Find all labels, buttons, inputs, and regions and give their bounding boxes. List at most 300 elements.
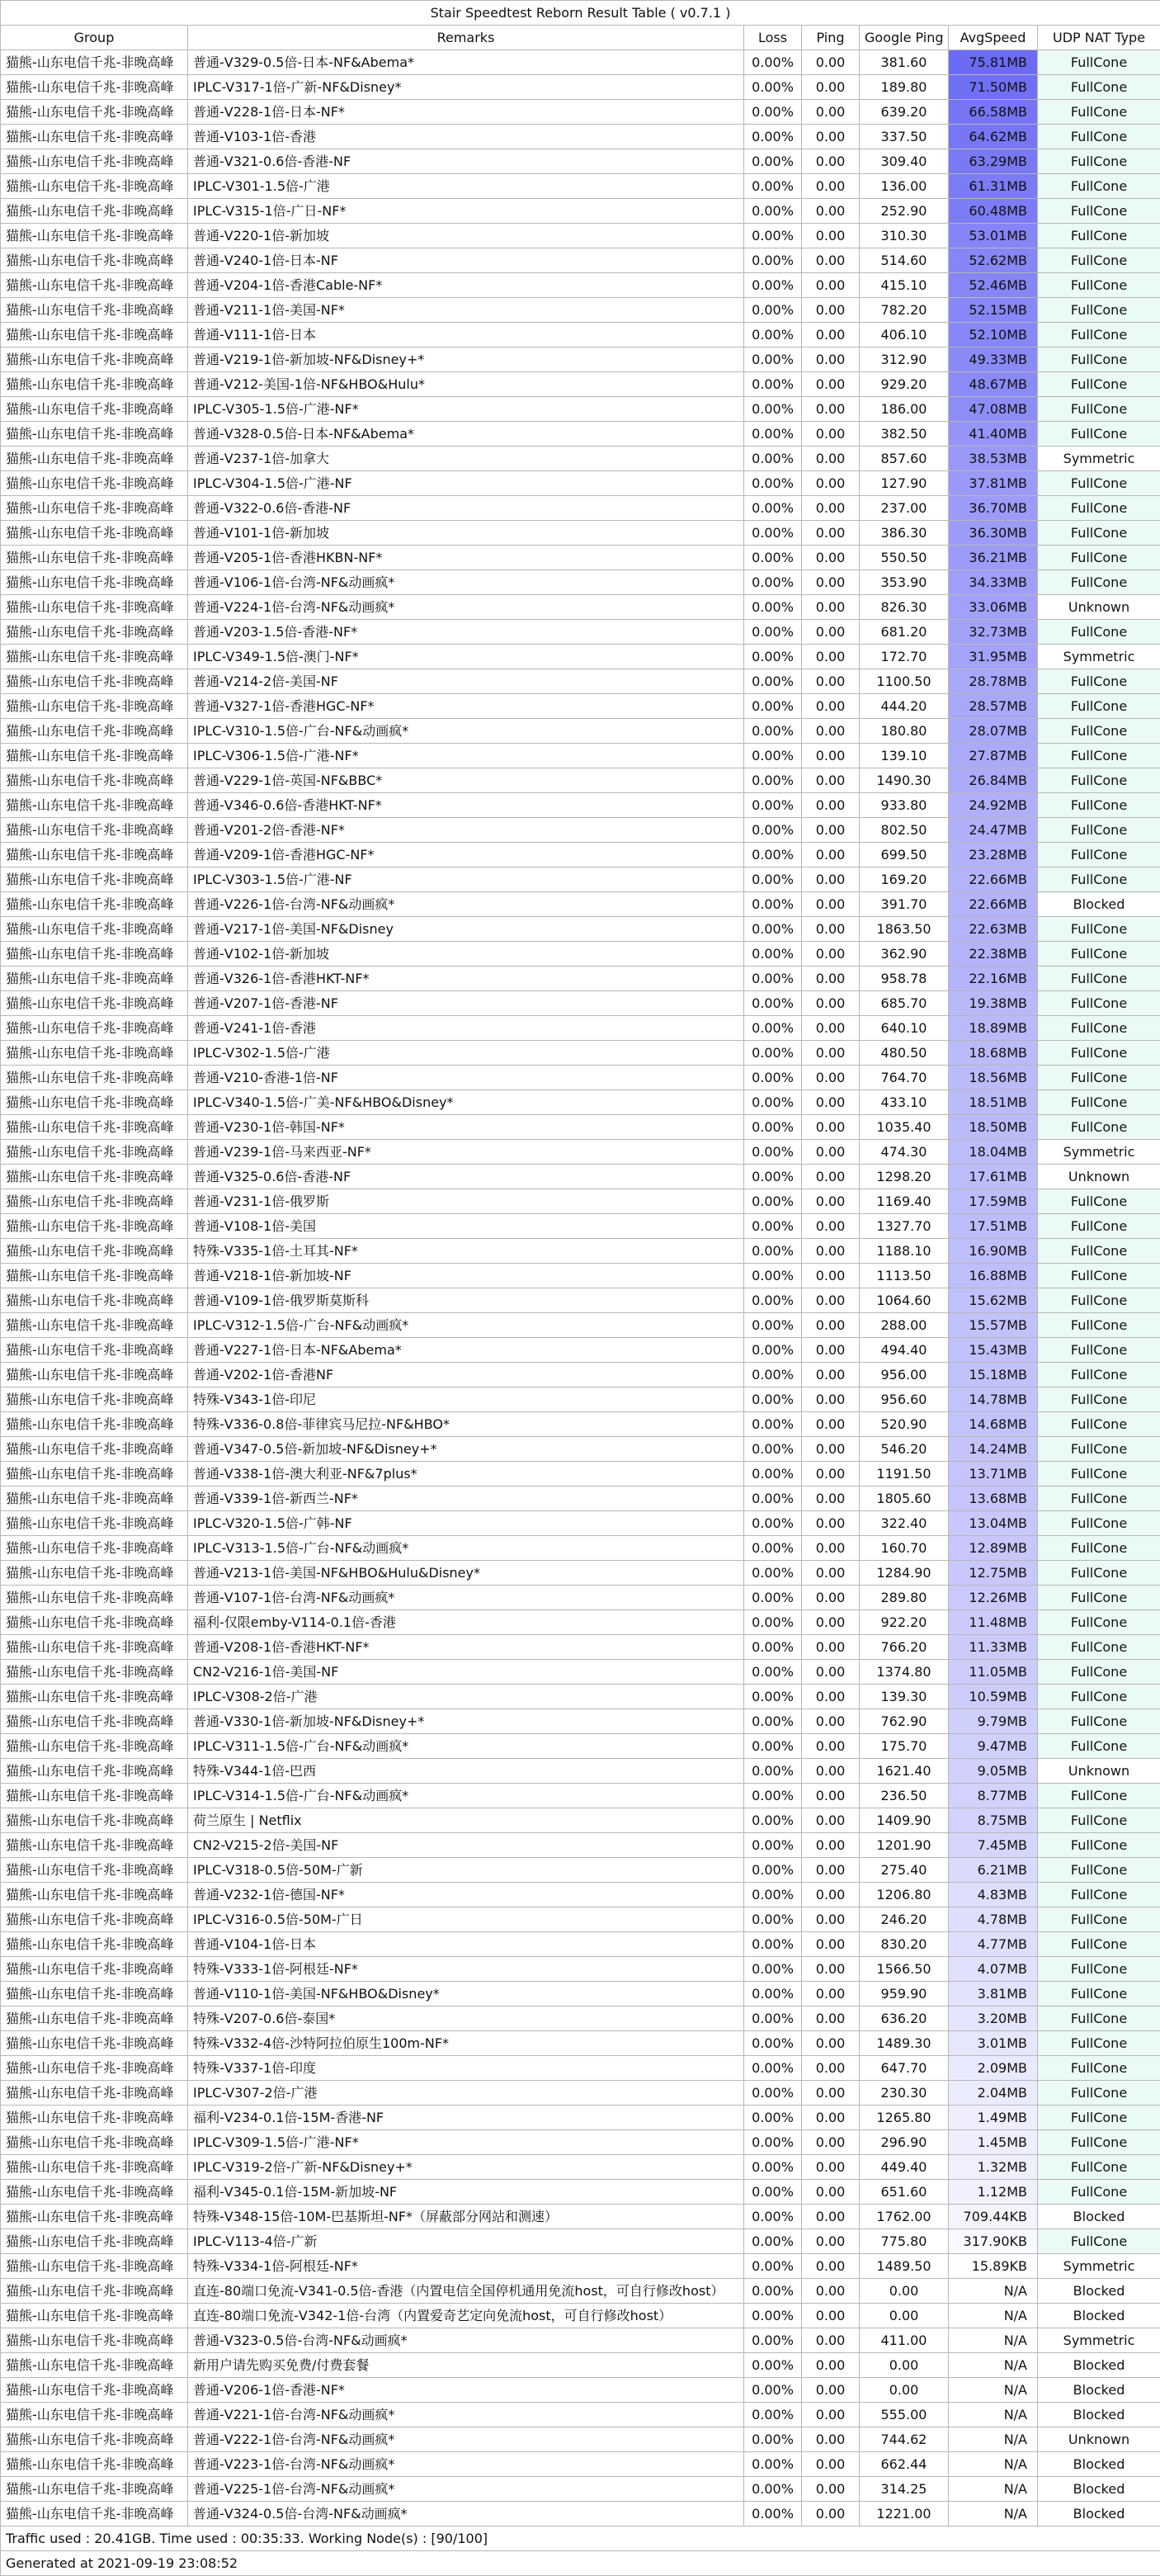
- cell-ping: 0.00: [802, 744, 860, 768]
- cell-group: 猫熊-山东电信千兆-非晚高峰: [1, 199, 188, 224]
- cell-udp-nat-type: FullCone: [1038, 967, 1160, 991]
- cell-loss: 0.00%: [744, 1016, 802, 1041]
- cell-loss: 0.00%: [744, 2403, 802, 2427]
- cell-google-ping: 764.70: [860, 1066, 949, 1090]
- cell-loss: 0.00%: [744, 2205, 802, 2229]
- cell-remarks: 普通-V229-1倍-英国-NF&BBC*: [188, 768, 744, 793]
- cell-remarks: 普通-V338-1倍-澳大利亚-NF&7plus*: [188, 1462, 744, 1487]
- cell-udp-nat-type: Blocked: [1038, 2353, 1160, 2378]
- cell-remarks: 普通-V209-1倍-香港HGC-NF*: [188, 843, 744, 867]
- cell-loss: 0.00%: [744, 2304, 802, 2328]
- table-row: [1, 570, 1160, 595]
- cell-avg-speed: 18.89MB: [949, 1016, 1038, 1041]
- cell-google-ping: 236.50: [860, 1784, 949, 1808]
- cell-remarks: CN2-V215-2倍-美国-NF: [188, 1833, 744, 1858]
- cell-avg-speed: 38.53MB: [949, 447, 1038, 471]
- cell-google-ping: 956.60: [860, 1387, 949, 1412]
- cell-remarks: IPLC-V312-1.5倍-广台-NF&动画疯*: [188, 1313, 744, 1338]
- cell-loss: 0.00%: [744, 645, 802, 669]
- cell-group: 猫熊-山东电信千兆-非晚高峰: [1, 2279, 188, 2304]
- table-row: [1, 1387, 1160, 1412]
- cell-google-ping: 1221.00: [860, 2502, 949, 2526]
- table-row: [1, 1313, 1160, 1338]
- cell-loss: 0.00%: [744, 2254, 802, 2279]
- cell-google-ping: 933.80: [860, 793, 949, 818]
- cell-loss: 0.00%: [744, 447, 802, 471]
- cell-loss: 0.00%: [744, 422, 802, 447]
- cell-udp-nat-type: Blocked: [1038, 2403, 1160, 2427]
- cell-udp-nat-type: Symmetric: [1038, 447, 1160, 471]
- table-row: [1, 2081, 1160, 2106]
- cell-group: 猫熊-山东电信千兆-非晚高峰: [1, 2353, 188, 2378]
- cell-group: 猫熊-山东电信千兆-非晚高峰: [1, 1313, 188, 1338]
- cell-udp-nat-type: FullCone: [1038, 50, 1160, 75]
- cell-remarks: 普通-V204-1倍-香港Cable-NF*: [188, 273, 744, 298]
- cell-google-ping: 640.10: [860, 1016, 949, 1041]
- cell-avg-speed: 12.75MB: [949, 1561, 1038, 1586]
- cell-group: 猫熊-山东电信千兆-非晚高峰: [1, 1264, 188, 1288]
- cell-udp-nat-type: FullCone: [1038, 2006, 1160, 2031]
- cell-group: 猫熊-山东电信千兆-非晚高峰: [1, 2180, 188, 2205]
- cell-remarks: IPLC-V317-1倍-广新-NF&Disney*: [188, 75, 744, 100]
- cell-remarks: 特殊-V333-1倍-阿根廷-NF*: [188, 1957, 744, 1982]
- cell-loss: 0.00%: [744, 1214, 802, 1239]
- cell-remarks: CN2-V216-1倍-美国-NF: [188, 1660, 744, 1685]
- cell-ping: 0.00: [802, 347, 860, 372]
- cell-udp-nat-type: FullCone: [1038, 199, 1160, 224]
- cell-udp-nat-type: FullCone: [1038, 521, 1160, 546]
- cell-group: 猫熊-山东电信千兆-非晚高峰: [1, 1957, 188, 1982]
- cell-group: 猫熊-山东电信千兆-非晚高峰: [1, 1982, 188, 2006]
- table-row: [1, 595, 1160, 620]
- cell-remarks: IPLC-V309-1.5倍-广港-NF*: [188, 2130, 744, 2155]
- cell-ping: 0.00: [802, 2403, 860, 2427]
- cell-group: 猫熊-山东电信千兆-非晚高峰: [1, 2254, 188, 2279]
- cell-udp-nat-type: Blocked: [1038, 2452, 1160, 2477]
- cell-avg-speed: 53.01MB: [949, 224, 1038, 248]
- cell-ping: 0.00: [802, 2056, 860, 2081]
- cell-loss: 0.00%: [744, 2452, 802, 2477]
- cell-group: 猫熊-山东电信千兆-非晚高峰: [1, 744, 188, 768]
- cell-google-ping: 520.90: [860, 1412, 949, 1437]
- cell-avg-speed: 15.89KB: [949, 2254, 1038, 2279]
- cell-remarks: 普通-V346-0.6倍-香港HKT-NF*: [188, 793, 744, 818]
- table-row: [1, 867, 1160, 892]
- table-row: [1, 1685, 1160, 1709]
- cell-udp-nat-type: FullCone: [1038, 1214, 1160, 1239]
- cell-remarks: IPLC-V308-2倍-广港: [188, 1685, 744, 1709]
- cell-udp-nat-type: FullCone: [1038, 1536, 1160, 1561]
- cell-ping: 0.00: [802, 75, 860, 100]
- cell-remarks: 普通-V230-1倍-韩国-NF*: [188, 1115, 744, 1140]
- cell-udp-nat-type: Symmetric: [1038, 1140, 1160, 1165]
- cell-loss: 0.00%: [744, 793, 802, 818]
- cell-remarks: 特殊-V332-4倍-沙特阿拉伯原生100m-NF*: [188, 2031, 744, 2056]
- table-title: Stair Speedtest Reborn Result Table ( v0.7.1 ): [1, 1, 1160, 26]
- cell-remarks: IPLC-V302-1.5倍-广港: [188, 1041, 744, 1066]
- table-row: [1, 2279, 1160, 2304]
- cell-udp-nat-type: FullCone: [1038, 1016, 1160, 1041]
- cell-remarks: IPLC-V316-0.5倍-50M-广日: [188, 1907, 744, 1932]
- cell-group: 猫熊-山东电信千兆-非晚高峰: [1, 75, 188, 100]
- cell-ping: 0.00: [802, 1214, 860, 1239]
- cell-udp-nat-type: FullCone: [1038, 1586, 1160, 1610]
- cell-google-ping: 775.80: [860, 2229, 949, 2254]
- cell-google-ping: 959.90: [860, 1982, 949, 2006]
- cell-google-ping: 433.10: [860, 1090, 949, 1115]
- cell-ping: 0.00: [802, 645, 860, 669]
- cell-google-ping: 160.70: [860, 1536, 949, 1561]
- table-row: [1, 645, 1160, 669]
- cell-google-ping: 782.20: [860, 298, 949, 323]
- cell-avg-speed: 15.18MB: [949, 1363, 1038, 1387]
- cell-remarks: 普通-V110-1倍-美国-NF&HBO&Disney*: [188, 1982, 744, 2006]
- cell-loss: 0.00%: [744, 1536, 802, 1561]
- cell-remarks: 普通-V326-1倍-香港HKT-NF*: [188, 967, 744, 991]
- cell-group: 猫熊-山东电信千兆-非晚高峰: [1, 422, 188, 447]
- column-header-google-ping: Google Ping: [860, 26, 949, 50]
- table-row: [1, 397, 1160, 422]
- column-header-loss: Loss: [744, 26, 802, 50]
- cell-loss: 0.00%: [744, 1685, 802, 1709]
- cell-loss: 0.00%: [744, 719, 802, 744]
- cell-loss: 0.00%: [744, 372, 802, 397]
- cell-avg-speed: N/A: [949, 2353, 1038, 2378]
- cell-avg-speed: 18.04MB: [949, 1140, 1038, 1165]
- cell-ping: 0.00: [802, 2502, 860, 2526]
- cell-avg-speed: 37.81MB: [949, 471, 1038, 496]
- cell-google-ping: 381.60: [860, 50, 949, 75]
- cell-group: 猫熊-山东电信千兆-非晚高峰: [1, 397, 188, 422]
- cell-udp-nat-type: Unknown: [1038, 1759, 1160, 1784]
- cell-loss: 0.00%: [744, 496, 802, 521]
- cell-ping: 0.00: [802, 1140, 860, 1165]
- cell-remarks: IPLC-V319-2倍-广新-NF&Disney+*: [188, 2155, 744, 2180]
- cell-remarks: IPLC-V113-4倍-广新: [188, 2229, 744, 2254]
- table-row: [1, 1660, 1160, 1685]
- cell-remarks: 特殊-V343-1倍-印尼: [188, 1387, 744, 1412]
- cell-remarks: 普通-V210-香港-1倍-NF: [188, 1066, 744, 1090]
- cell-group: 猫熊-山东电信千兆-非晚高峰: [1, 1932, 188, 1957]
- cell-udp-nat-type: FullCone: [1038, 620, 1160, 645]
- cell-udp-nat-type: FullCone: [1038, 1115, 1160, 1140]
- cell-ping: 0.00: [802, 719, 860, 744]
- table-row: [1, 273, 1160, 298]
- cell-avg-speed: 22.38MB: [949, 942, 1038, 967]
- cell-udp-nat-type: Blocked: [1038, 2205, 1160, 2229]
- cell-udp-nat-type: FullCone: [1038, 323, 1160, 347]
- cell-ping: 0.00: [802, 471, 860, 496]
- table-row: [1, 2031, 1160, 2056]
- cell-avg-speed: 28.78MB: [949, 669, 1038, 694]
- cell-avg-speed: 23.28MB: [949, 843, 1038, 867]
- cell-avg-speed: 28.57MB: [949, 694, 1038, 719]
- cell-avg-speed: 34.33MB: [949, 570, 1038, 595]
- cell-ping: 0.00: [802, 1685, 860, 1709]
- column-header-remarks: Remarks: [188, 26, 744, 50]
- cell-remarks: IPLC-V315-1倍-广日-NF*: [188, 199, 744, 224]
- cell-google-ping: 662.44: [860, 2452, 949, 2477]
- cell-avg-speed: 52.46MB: [949, 273, 1038, 298]
- cell-avg-speed: 48.67MB: [949, 372, 1038, 397]
- table-row: [1, 1140, 1160, 1165]
- cell-group: 猫熊-山东电信千兆-非晚高峰: [1, 570, 188, 595]
- table-row: [1, 1907, 1160, 1932]
- cell-remarks: 普通-V201-2倍-香港-NF*: [188, 818, 744, 843]
- cell-ping: 0.00: [802, 2328, 860, 2353]
- cell-udp-nat-type: FullCone: [1038, 2031, 1160, 2056]
- cell-remarks: 普通-V218-1倍-新加坡-NF: [188, 1264, 744, 1288]
- cell-google-ping: 647.70: [860, 2056, 949, 2081]
- cell-ping: 0.00: [802, 892, 860, 917]
- cell-avg-speed: 64.62MB: [949, 125, 1038, 149]
- cell-avg-speed: 22.63MB: [949, 917, 1038, 942]
- table-row: [1, 1536, 1160, 1561]
- cell-udp-nat-type: Blocked: [1038, 2279, 1160, 2304]
- cell-avg-speed: 60.48MB: [949, 199, 1038, 224]
- cell-loss: 0.00%: [744, 546, 802, 570]
- cell-udp-nat-type: FullCone: [1038, 2155, 1160, 2180]
- cell-google-ping: 474.30: [860, 1140, 949, 1165]
- cell-group: 猫熊-山东电信千兆-非晚高峰: [1, 694, 188, 719]
- cell-group: 猫熊-山东电信千兆-非晚高峰: [1, 595, 188, 620]
- column-header-avg-speed: AvgSpeed: [949, 26, 1038, 50]
- cell-avg-speed: 1.32MB: [949, 2155, 1038, 2180]
- cell-remarks: 特殊-V334-1倍-阿根廷-NF*: [188, 2254, 744, 2279]
- cell-ping: 0.00: [802, 1041, 860, 1066]
- cell-remarks: 特殊-V207-0.6倍-泰国*: [188, 2006, 744, 2031]
- cell-udp-nat-type: Symmetric: [1038, 2254, 1160, 2279]
- cell-avg-speed: 71.50MB: [949, 75, 1038, 100]
- cell-google-ping: 762.90: [860, 1709, 949, 1734]
- cell-udp-nat-type: FullCone: [1038, 1709, 1160, 1734]
- cell-group: 猫熊-山东电信千兆-非晚高峰: [1, 1487, 188, 1511]
- cell-loss: 0.00%: [744, 1140, 802, 1165]
- cell-ping: 0.00: [802, 199, 860, 224]
- cell-loss: 0.00%: [744, 2477, 802, 2502]
- cell-group: 猫熊-山东电信千兆-非晚高峰: [1, 1561, 188, 1586]
- cell-google-ping: 1374.80: [860, 1660, 949, 1685]
- cell-avg-speed: 4.78MB: [949, 1907, 1038, 1932]
- table-row: [1, 2304, 1160, 2328]
- cell-ping: 0.00: [802, 273, 860, 298]
- cell-google-ping: 639.20: [860, 100, 949, 125]
- table-row: [1, 1561, 1160, 1586]
- cell-loss: 0.00%: [744, 1808, 802, 1833]
- table-row: [1, 942, 1160, 967]
- cell-udp-nat-type: FullCone: [1038, 75, 1160, 100]
- cell-loss: 0.00%: [744, 1858, 802, 1883]
- cell-ping: 0.00: [802, 1932, 860, 1957]
- cell-avg-speed: 4.83MB: [949, 1883, 1038, 1907]
- cell-avg-speed: 75.81MB: [949, 50, 1038, 75]
- cell-loss: 0.00%: [744, 843, 802, 867]
- cell-loss: 0.00%: [744, 1784, 802, 1808]
- cell-group: 猫熊-山东电信千兆-非晚高峰: [1, 1759, 188, 1784]
- cell-google-ping: 230.30: [860, 2081, 949, 2106]
- table-row: [1, 1437, 1160, 1462]
- cell-ping: 0.00: [802, 843, 860, 867]
- cell-udp-nat-type: FullCone: [1038, 1982, 1160, 2006]
- cell-udp-nat-type: FullCone: [1038, 768, 1160, 793]
- cell-loss: 0.00%: [744, 2056, 802, 2081]
- cell-udp-nat-type: FullCone: [1038, 1833, 1160, 1858]
- cell-google-ping: 685.70: [860, 991, 949, 1016]
- cell-remarks: 普通-V228-1倍-日本-NF*: [188, 100, 744, 125]
- cell-udp-nat-type: Blocked: [1038, 2502, 1160, 2526]
- cell-ping: 0.00: [802, 174, 860, 199]
- table-row: [1, 2006, 1160, 2031]
- cell-avg-speed: 13.68MB: [949, 1487, 1038, 1511]
- cell-udp-nat-type: FullCone: [1038, 843, 1160, 867]
- cell-group: 猫熊-山东电信千兆-非晚高峰: [1, 2106, 188, 2130]
- cell-loss: 0.00%: [744, 1982, 802, 2006]
- cell-avg-speed: 36.70MB: [949, 496, 1038, 521]
- cell-google-ping: 1327.70: [860, 1214, 949, 1239]
- cell-group: 猫熊-山东电信千兆-非晚高峰: [1, 1387, 188, 1412]
- cell-avg-speed: 47.08MB: [949, 397, 1038, 422]
- cell-ping: 0.00: [802, 1264, 860, 1288]
- table-row: [1, 2353, 1160, 2378]
- cell-google-ping: 1489.50: [860, 2254, 949, 2279]
- cell-ping: 0.00: [802, 1784, 860, 1808]
- table-row: [1, 521, 1160, 546]
- cell-avg-speed: 3.20MB: [949, 2006, 1038, 2031]
- cell-group: 猫熊-山东电信千兆-非晚高峰: [1, 447, 188, 471]
- cell-ping: 0.00: [802, 942, 860, 967]
- cell-google-ping: 1206.80: [860, 1883, 949, 1907]
- cell-avg-speed: N/A: [949, 2279, 1038, 2304]
- cell-ping: 0.00: [802, 1090, 860, 1115]
- cell-avg-speed: 22.66MB: [949, 892, 1038, 917]
- cell-ping: 0.00: [802, 967, 860, 991]
- cell-udp-nat-type: FullCone: [1038, 1511, 1160, 1536]
- cell-avg-speed: 4.77MB: [949, 1932, 1038, 1957]
- cell-udp-nat-type: FullCone: [1038, 1412, 1160, 1437]
- cell-loss: 0.00%: [744, 1511, 802, 1536]
- cell-group: 猫熊-山东电信千兆-非晚高峰: [1, 645, 188, 669]
- cell-avg-speed: 66.58MB: [949, 100, 1038, 125]
- cell-google-ping: 1169.40: [860, 1189, 949, 1214]
- cell-avg-speed: 13.04MB: [949, 1511, 1038, 1536]
- cell-loss: 0.00%: [744, 1041, 802, 1066]
- cell-remarks: 新用户请先购买免费/付费套餐: [188, 2353, 744, 2378]
- cell-ping: 0.00: [802, 2081, 860, 2106]
- cell-udp-nat-type: FullCone: [1038, 372, 1160, 397]
- cell-google-ping: 312.90: [860, 347, 949, 372]
- cell-remarks: 普通-V223-1倍-台湾-NF&动画疯*: [188, 2452, 744, 2477]
- cell-loss: 0.00%: [744, 471, 802, 496]
- cell-group: 猫熊-山东电信千兆-非晚高峰: [1, 248, 188, 273]
- cell-ping: 0.00: [802, 447, 860, 471]
- column-header-group: Group: [1, 26, 188, 50]
- cell-group: 猫熊-山东电信千兆-非晚高峰: [1, 1363, 188, 1387]
- cell-udp-nat-type: FullCone: [1038, 1610, 1160, 1635]
- cell-loss: 0.00%: [744, 2180, 802, 2205]
- cell-avg-speed: N/A: [949, 2304, 1038, 2328]
- table-row: [1, 1363, 1160, 1387]
- table-row: [1, 1883, 1160, 1907]
- cell-avg-speed: 709.44KB: [949, 2205, 1038, 2229]
- cell-group: 猫熊-山东电信千兆-非晚高峰: [1, 793, 188, 818]
- cell-remarks: 普通-V108-1倍-美国: [188, 1214, 744, 1239]
- table-row: [1, 471, 1160, 496]
- cell-ping: 0.00: [802, 1313, 860, 1338]
- cell-loss: 0.00%: [744, 2353, 802, 2378]
- table-row: [1, 75, 1160, 100]
- cell-group: 猫熊-山东电信千兆-非晚高峰: [1, 2452, 188, 2477]
- cell-group: 猫熊-山东电信千兆-非晚高峰: [1, 471, 188, 496]
- cell-avg-speed: 16.88MB: [949, 1264, 1038, 1288]
- cell-group: 猫熊-山东电信千兆-非晚高峰: [1, 1833, 188, 1858]
- cell-ping: 0.00: [802, 496, 860, 521]
- cell-udp-nat-type: FullCone: [1038, 1239, 1160, 1264]
- cell-google-ping: 744.62: [860, 2427, 949, 2452]
- cell-avg-speed: 3.01MB: [949, 2031, 1038, 2056]
- cell-ping: 0.00: [802, 1586, 860, 1610]
- cell-ping: 0.00: [802, 595, 860, 620]
- cell-avg-speed: 14.78MB: [949, 1387, 1038, 1412]
- cell-google-ping: 362.90: [860, 942, 949, 967]
- table-row: [1, 2403, 1160, 2427]
- cell-group: 猫熊-山东电信千兆-非晚高峰: [1, 892, 188, 917]
- cell-avg-speed: 17.51MB: [949, 1214, 1038, 1239]
- cell-loss: 0.00%: [744, 2155, 802, 2180]
- cell-ping: 0.00: [802, 1561, 860, 1586]
- table-row: [1, 149, 1160, 174]
- cell-udp-nat-type: FullCone: [1038, 149, 1160, 174]
- cell-group: 猫熊-山东电信千兆-非晚高峰: [1, 2304, 188, 2328]
- cell-ping: 0.00: [802, 1363, 860, 1387]
- cell-ping: 0.00: [802, 50, 860, 75]
- table-row: [1, 669, 1160, 694]
- cell-google-ping: 494.40: [860, 1338, 949, 1363]
- cell-ping: 0.00: [802, 2155, 860, 2180]
- cell-avg-speed: 31.95MB: [949, 645, 1038, 669]
- table-row: [1, 100, 1160, 125]
- cell-google-ping: 406.10: [860, 323, 949, 347]
- table-row: [1, 1833, 1160, 1858]
- cell-remarks: 普通-V221-1倍-台湾-NF&动画疯*: [188, 2403, 744, 2427]
- traffic-summary: Traffic used : 20.41GB. Time used : 00:35:33. Working Node(s) : [90/100]: [1, 2526, 1160, 2551]
- cell-udp-nat-type: FullCone: [1038, 2180, 1160, 2205]
- cell-udp-nat-type: FullCone: [1038, 917, 1160, 942]
- cell-google-ping: 314.25: [860, 2477, 949, 2502]
- cell-avg-speed: 9.05MB: [949, 1759, 1038, 1784]
- table-row: [1, 1016, 1160, 1041]
- cell-udp-nat-type: FullCone: [1038, 818, 1160, 843]
- cell-udp-nat-type: FullCone: [1038, 224, 1160, 248]
- cell-remarks: IPLC-V313-1.5倍-广台-NF&动画疯*: [188, 1536, 744, 1561]
- cell-group: 猫熊-山东电信千兆-非晚高峰: [1, 125, 188, 149]
- cell-group: 猫熊-山东电信千兆-非晚高峰: [1, 1709, 188, 1734]
- table-row: [1, 125, 1160, 149]
- footer-row-traffic: [1, 2526, 1160, 2551]
- cell-google-ping: 169.20: [860, 867, 949, 892]
- table-row: [1, 1165, 1160, 1189]
- cell-loss: 0.00%: [744, 1264, 802, 1288]
- cell-group: 猫熊-山东电信千兆-非晚高峰: [1, 1214, 188, 1239]
- cell-ping: 0.00: [802, 1883, 860, 1907]
- cell-loss: 0.00%: [744, 1363, 802, 1387]
- cell-remarks: 普通-V211-1倍-美国-NF*: [188, 298, 744, 323]
- cell-google-ping: 246.20: [860, 1907, 949, 1932]
- cell-remarks: 普通-V241-1倍-香港: [188, 1016, 744, 1041]
- cell-ping: 0.00: [802, 2477, 860, 2502]
- cell-avg-speed: 32.73MB: [949, 620, 1038, 645]
- cell-ping: 0.00: [802, 149, 860, 174]
- cell-google-ping: 310.30: [860, 224, 949, 248]
